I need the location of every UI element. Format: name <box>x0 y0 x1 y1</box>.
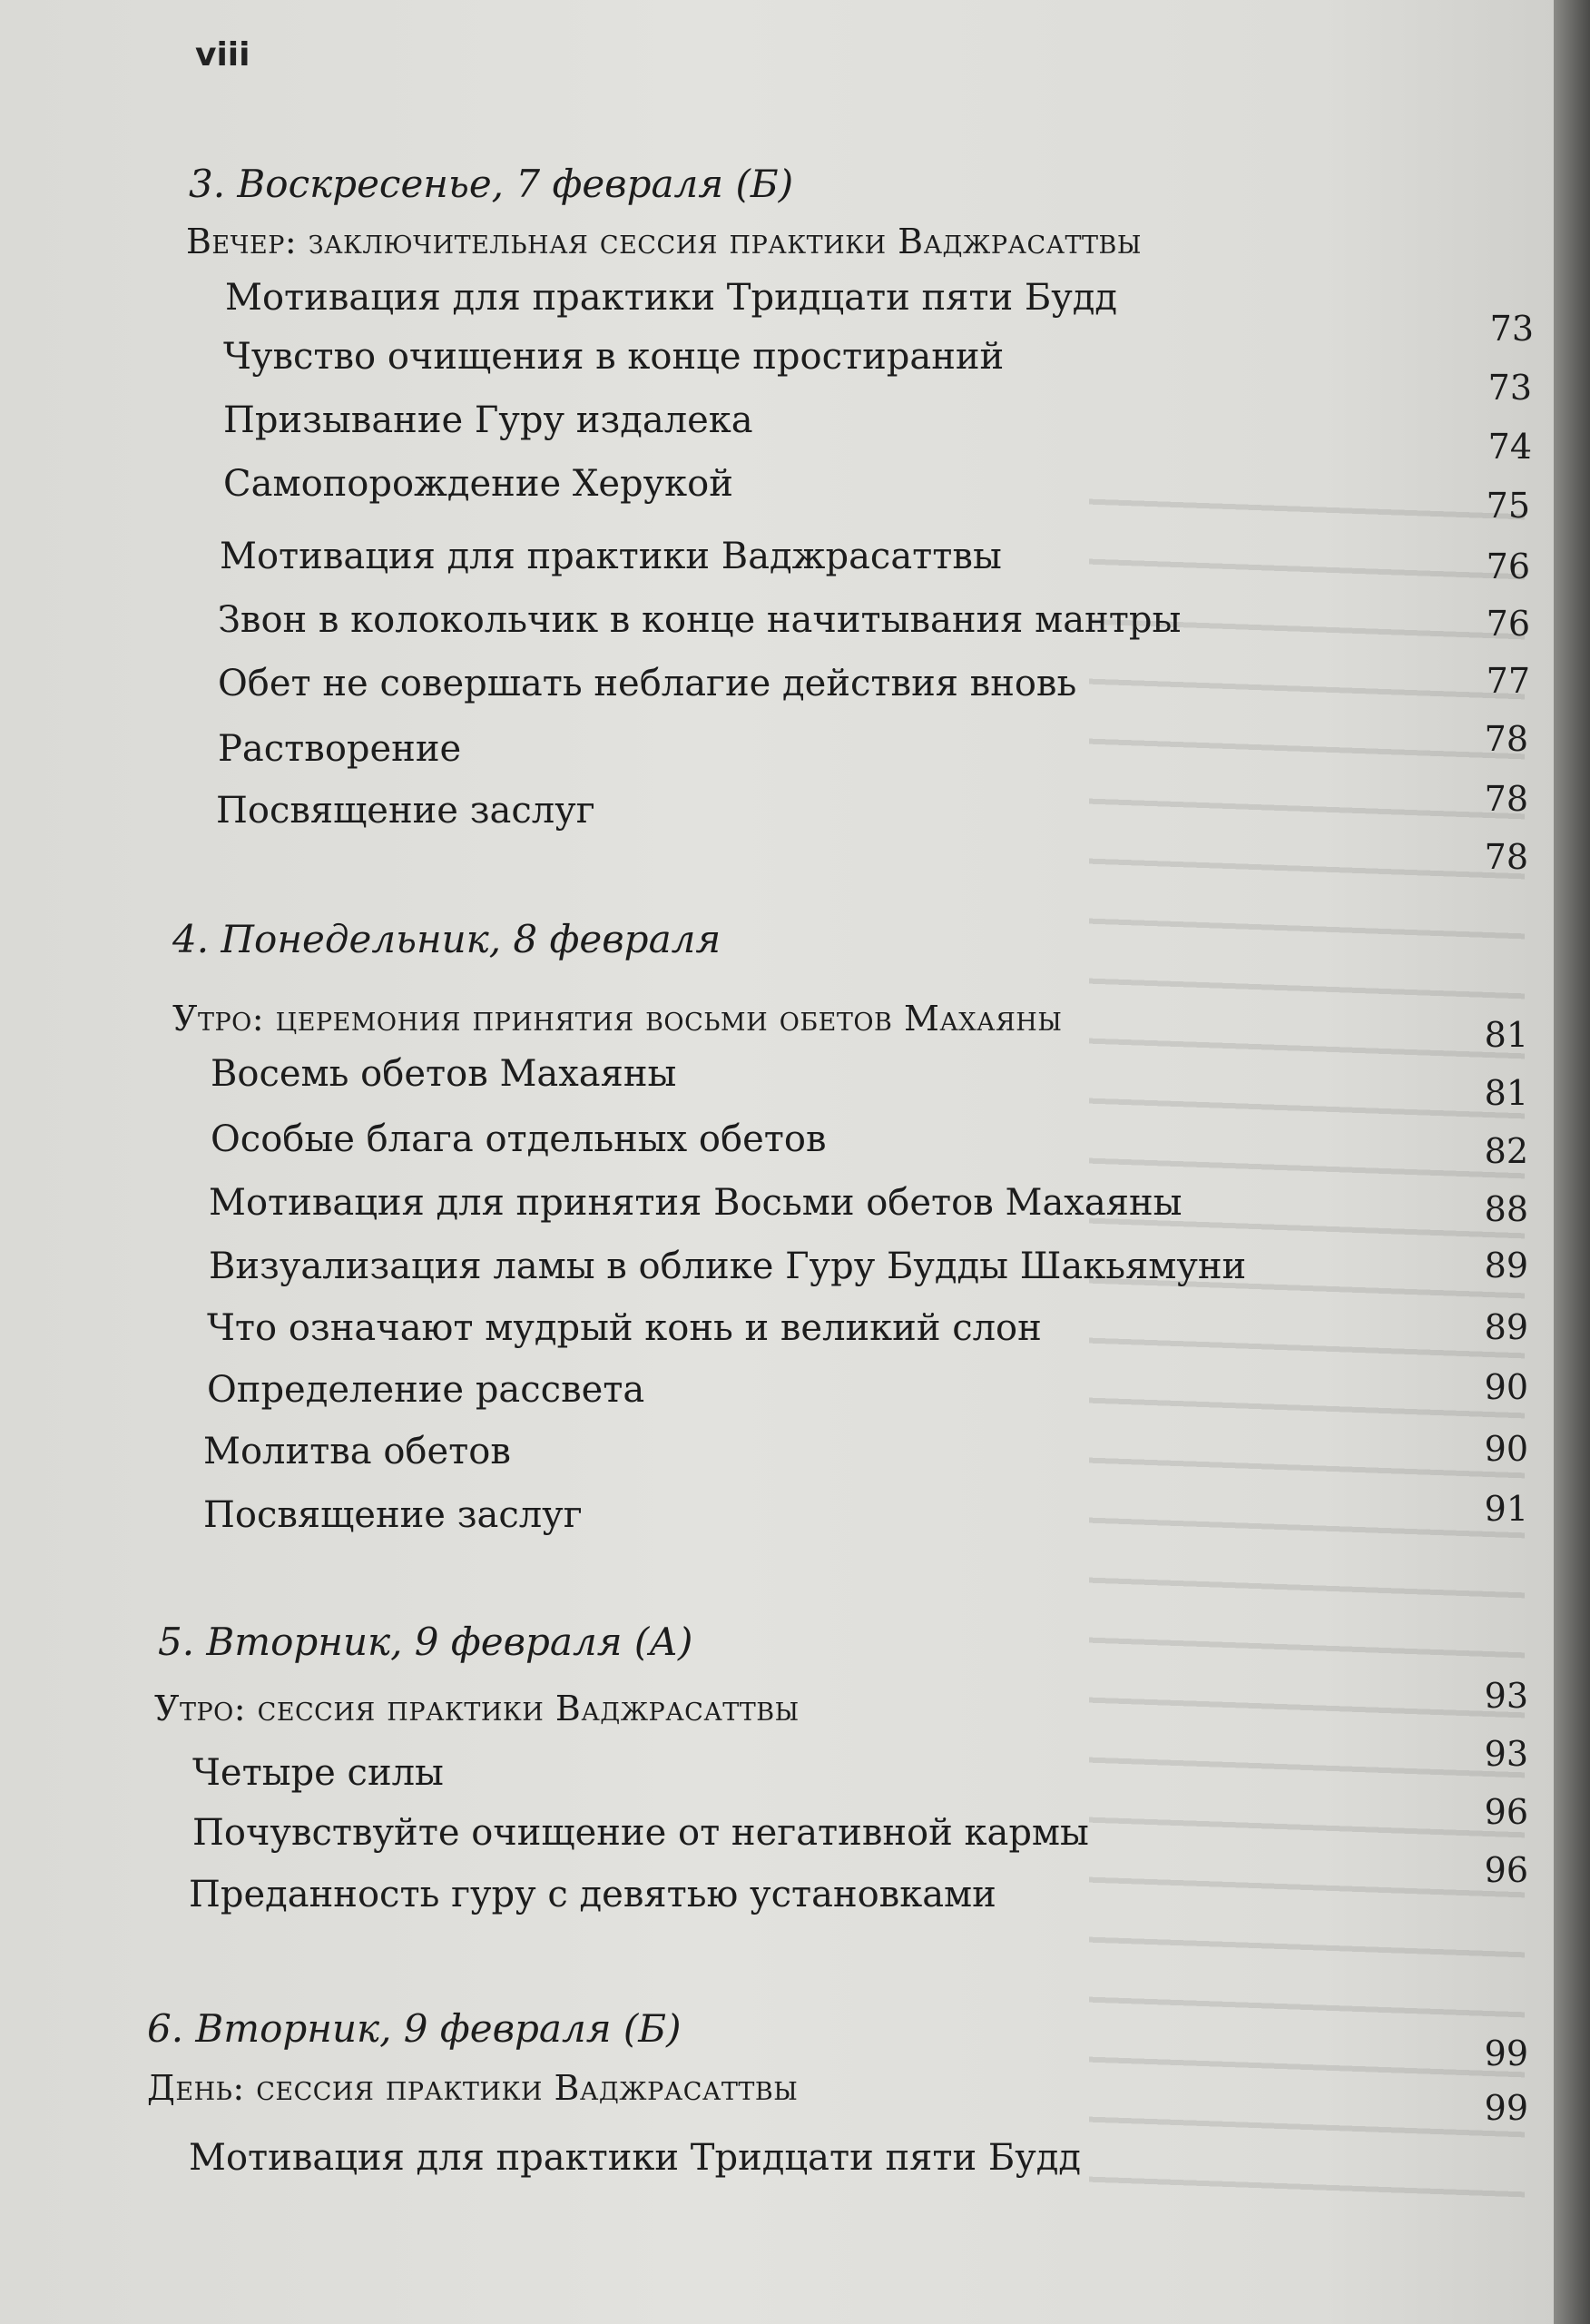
toc-page-number: 74 <box>1487 427 1532 467</box>
section-heading: 4. Понедельник, 8 февраля <box>172 917 721 961</box>
session-heading: Утро: церемония принятия восьми обетов Махаяны <box>172 999 1063 1039</box>
section-heading: 3. Воскресенье, 7 февраля (Б) <box>189 162 794 206</box>
session-heading: День: сессия практики Ваджрасаттвы <box>147 2068 799 2108</box>
toc-page-number: 73 <box>1489 309 1534 349</box>
toc-page-number: 99 <box>1484 2034 1528 2073</box>
toc-page-number: 96 <box>1484 1792 1528 1832</box>
toc-entry: Восемь обетов Махаяны <box>211 1053 677 1095</box>
toc-entry: Что означают мудрый конь и великий слон <box>207 1307 1042 1349</box>
toc-page-number: 81 <box>1484 1015 1528 1055</box>
toc-page-number: 82 <box>1484 1131 1528 1171</box>
toc-page-number: 78 <box>1484 779 1528 819</box>
toc-entry: Определение рассвета <box>207 1369 645 1411</box>
section-heading: 5. Вторник, 9 февраля (А) <box>158 1620 693 1664</box>
toc-entry: Растворение <box>218 728 462 770</box>
toc-entry: Четыре силы <box>192 1752 444 1794</box>
toc-page-number: 78 <box>1484 719 1528 759</box>
toc-entry: Почувствуйте очищение от негативной кармы <box>192 1812 1089 1854</box>
toc-entry: Мотивация для принятия Восьми обетов Махаяны <box>209 1182 1183 1224</box>
toc-page-number: 88 <box>1484 1189 1528 1229</box>
toc-entry: Чувство очищения в конце простираний <box>223 336 1005 378</box>
toc-entry: Звон в колокольчик в конце начитывания мантры <box>218 599 1182 641</box>
toc-entry: Мотивация для практики Тридцати пяти Будд <box>225 277 1118 319</box>
toc-page-number: 76 <box>1486 547 1530 586</box>
toc-entry: Преданность гуру с девятью установками <box>189 1874 996 1915</box>
toc-entry: Мотивация для практики Тридцати пяти Будд <box>189 2137 1082 2179</box>
page-edge <box>1554 0 1590 2324</box>
toc-page-number: 91 <box>1484 1489 1528 1529</box>
toc-page-number: 90 <box>1484 1367 1528 1407</box>
toc-page-number: 99 <box>1484 2088 1528 2128</box>
toc-entry: Особые блага отдельных обетов <box>211 1118 827 1160</box>
toc-entry: Визуализация ламы в облике Гуру Будды Шакьямуни <box>209 1246 1247 1287</box>
toc-page-number: 93 <box>1484 1734 1528 1774</box>
session-heading: Вечер: заключительная сессия практики Ваджрасаттвы <box>186 222 1142 261</box>
section-heading: 6. Вторник, 9 февраля (Б) <box>147 2006 682 2051</box>
toc-entry: Призывание Гуру издалека <box>223 399 753 441</box>
toc-entry: Мотивация для практики Ваджрасаттвы <box>220 536 1002 577</box>
toc-page-number: 73 <box>1487 368 1532 408</box>
toc-page-number: 89 <box>1484 1307 1528 1347</box>
toc-page-number: 78 <box>1484 837 1528 877</box>
toc-entry: Самопорождение Херукой <box>223 463 733 505</box>
toc-page-number: 76 <box>1486 604 1530 644</box>
toc-page-number: 75 <box>1486 486 1530 526</box>
toc-entry: Молитва обетов <box>203 1431 511 1472</box>
toc-page-number: 77 <box>1486 661 1530 701</box>
page-number: viii <box>195 36 250 74</box>
toc-entry: Посвящение заслуг <box>203 1494 583 1536</box>
toc-page-number: 81 <box>1484 1073 1528 1113</box>
toc-entry: Посвящение заслуг <box>216 790 595 832</box>
toc-page-number: 96 <box>1484 1850 1528 1890</box>
toc-page-number: 90 <box>1484 1429 1528 1469</box>
toc-entry: Обет не совершать неблагие действия вновь <box>218 663 1077 704</box>
session-heading: Утро: сессия практики Ваджрасаттвы <box>154 1689 800 1728</box>
toc-page-number: 89 <box>1484 1246 1528 1285</box>
toc-page-number: 93 <box>1484 1676 1528 1716</box>
